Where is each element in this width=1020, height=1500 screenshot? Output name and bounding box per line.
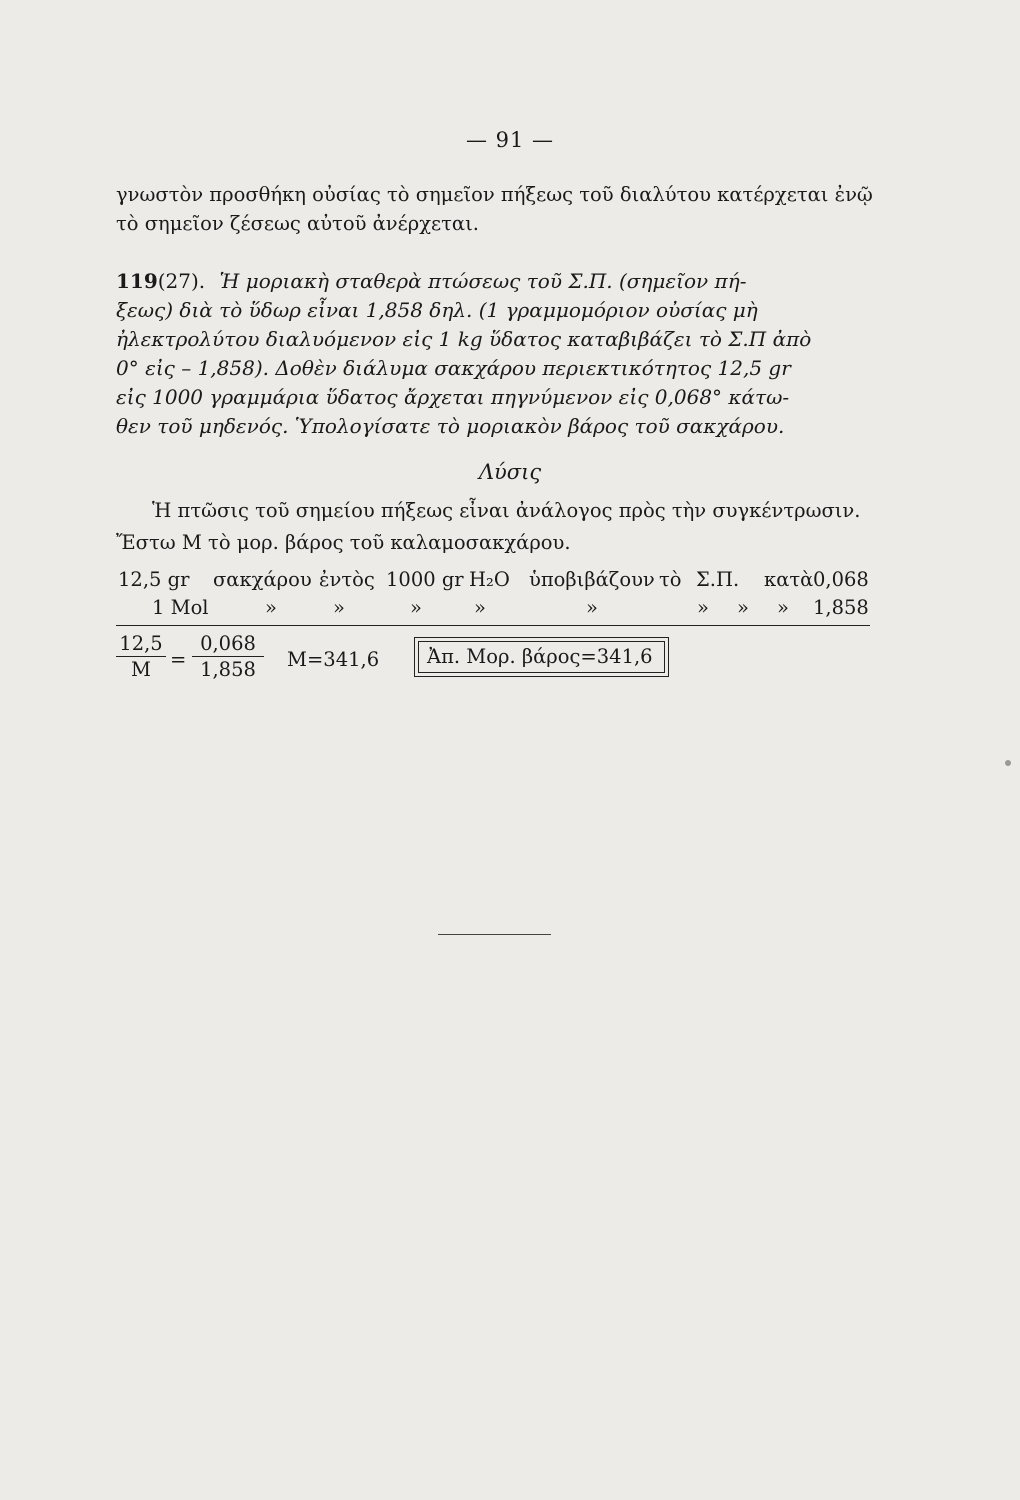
problem-line-4: 0° εἰς – 1,858). Δοθὲν διάλυμα σακχάρου περιεκτικότητος 12,5 gr — [116, 356, 791, 380]
problem-line-2: ξεως) διὰ τὸ ὕδωρ εἶναι 1,858 δηλ. (1 γραμμομόριον οὐσίας μὴ — [116, 298, 758, 322]
problem-line-3: ἠλεκτρολύτου διαλυόμενον εἰς 1 kg ὕδατος καταβιβάζει τὸ Σ.Π ἀπὸ — [116, 327, 812, 351]
problem-ref: (27). — [157, 269, 206, 293]
fraction-right — [192, 632, 264, 681]
table-cell: » — [333, 596, 345, 619]
fraction-bar — [116, 656, 166, 657]
table-cell: 12,5 gr — [118, 568, 190, 591]
fraction-bar — [192, 656, 264, 657]
table-cell: H₂O — [469, 568, 510, 591]
problem-line-5: εἰς 1000 γραμμάρια ὕδατος ἄρχεται πηγνύμενον εἰς 0,068° κάτω- — [116, 385, 790, 409]
equals-sign: = — [170, 648, 187, 671]
page-number: — 91 — — [465, 128, 555, 152]
table-cell: σακχάρου — [213, 568, 312, 591]
table-cell: 1,858 — [813, 596, 869, 619]
margin-speck — [1005, 760, 1011, 766]
solution-heading: Λύσις — [478, 460, 542, 484]
fraction-right-denominator: 1,858 — [200, 658, 256, 681]
table-cell: 1000 gr — [386, 568, 464, 591]
answer-box — [414, 637, 669, 677]
table-cell: ἐντὸς — [319, 568, 375, 591]
table-cell: » — [410, 596, 422, 619]
problem-number: 119 — [116, 269, 158, 293]
table-cell: » — [737, 596, 749, 619]
table-cell: τὸ — [659, 568, 682, 591]
answer-text: Ἀπ. Μορ. βάρος=341,6 — [427, 645, 653, 668]
separator-rule — [438, 934, 551, 935]
table-cell: Σ.Π. — [696, 568, 740, 591]
fraction-left-denominator: M — [131, 658, 151, 681]
equation-result: M=341,6 — [287, 648, 380, 671]
table-rule — [116, 625, 870, 626]
table-cell: » — [265, 596, 277, 619]
fraction-left-numerator: 12,5 — [119, 632, 163, 655]
table-cell: 1 Mol — [152, 596, 209, 619]
solution-line-2: Ἔστω Μ τὸ μορ. βάρος τοῦ καλαμοσακχάρου. — [116, 531, 571, 554]
fraction-right-numerator: 0,068 — [200, 632, 256, 655]
intro-line-1: γνωστὸν προσθήκη οὐσίας τὸ σημεῖον πήξεως τοῦ διαλύτου κατέρχεται ἐνῷ — [116, 183, 873, 206]
problem-line-6: θεν τοῦ μηδενός. Ὑπολογίσατε τὸ μοριακὸν βάρος τοῦ σακχάρου. — [116, 414, 785, 438]
solution-line-1: Ἡ πτῶσις τοῦ σημείου πήξεως εἶναι ἀνάλογος πρὸς τὴν συγκέντρωσιν. — [152, 499, 861, 522]
table-cell: » — [777, 596, 789, 619]
table-cell: » — [586, 596, 598, 619]
table-cell: 0,068 — [813, 568, 869, 591]
table-cell: » — [474, 596, 486, 619]
table-cell: » — [697, 596, 709, 619]
table-cell: κατὰ — [764, 568, 814, 591]
table-cell: ὑποβιβάζουν — [529, 568, 655, 591]
problem-text-1: Ἡ μοριακὴ σταθερὰ πτώσεως τοῦ Σ.Π. (σημεῖον πή- — [219, 269, 747, 293]
problem-line-1 — [116, 268, 876, 294]
fraction-left — [116, 632, 166, 681]
intro-line-2: τὸ σημεῖον ζέσεως αὐτοῦ ἀνέρχεται. — [116, 212, 479, 235]
